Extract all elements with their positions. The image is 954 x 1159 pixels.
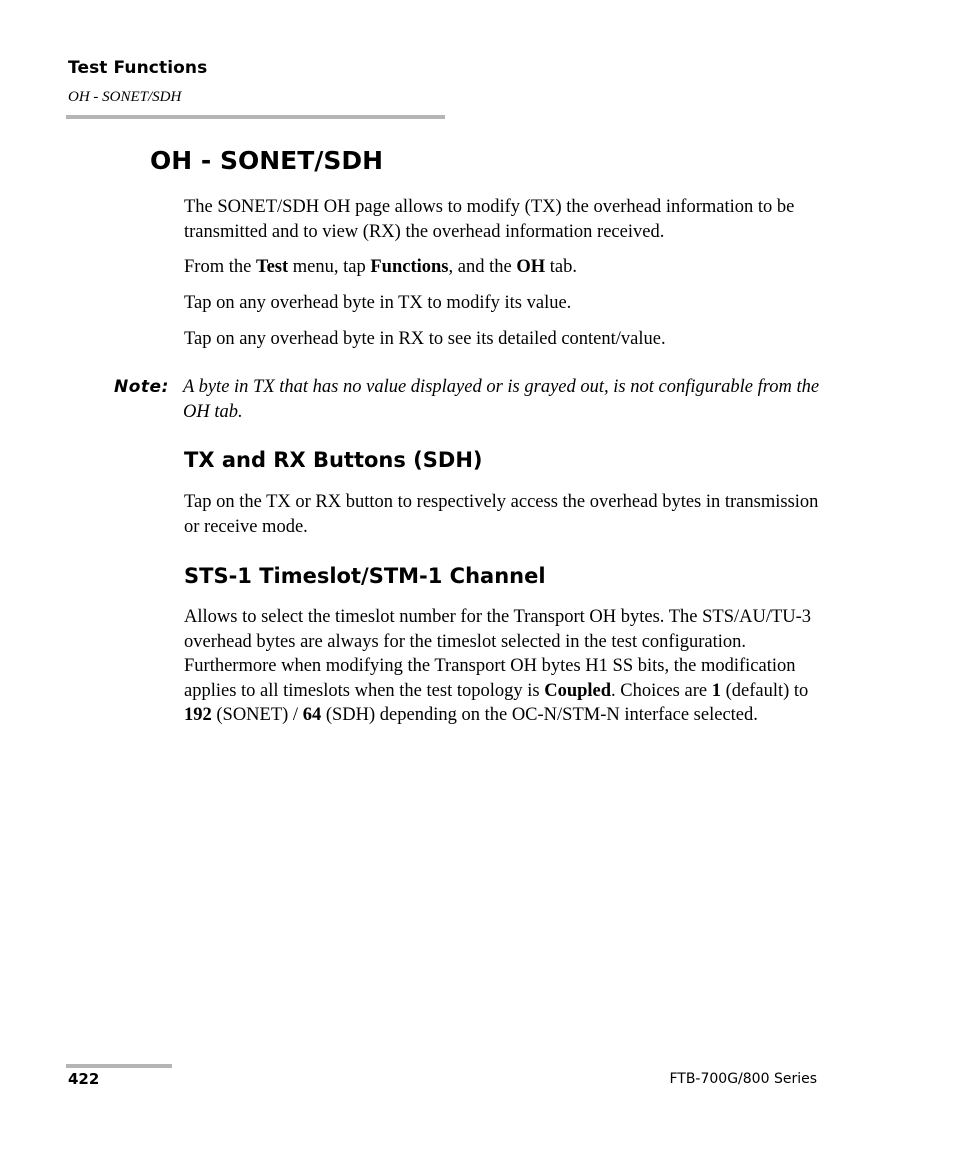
running-header bbox=[68, 58, 208, 105]
section-heading-timeslot: STS-1 Timeslot/STM-1 Channel bbox=[184, 564, 546, 588]
navigation-instructions bbox=[184, 255, 824, 280]
value-max-sdh: 64 bbox=[302, 705, 322, 725]
header-subsection: OH - SONET/SDH bbox=[68, 89, 182, 105]
text-span: tab. bbox=[545, 257, 577, 277]
text-span: . Choices are bbox=[611, 680, 712, 701]
text-span: From the bbox=[184, 257, 256, 277]
text-span: Allows to select the timeslot number for the Transport OH bytes. The STS/AU/TU-3 overhead bytes are always for the timeslot selected in the test configuration. Furthermore when modifying the Transport OH bytes H1 SS bits, the modification applies to all timeslots when the test topology is bbox=[184, 607, 812, 701]
text-span: (default) to bbox=[720, 680, 809, 701]
note-label: Note: bbox=[114, 377, 169, 397]
menu-item-functions: Functions bbox=[370, 257, 449, 277]
text-span: , and the bbox=[448, 257, 517, 277]
header-section-title: Test Functions bbox=[68, 58, 208, 78]
timeslot-description bbox=[184, 605, 824, 728]
footer-divider bbox=[66, 1064, 172, 1068]
tx-instruction: Tap on any overhead byte in TX to modify its value. bbox=[184, 293, 572, 313]
menu-name-test: Test bbox=[255, 257, 289, 277]
tab-name-oh: OH bbox=[516, 257, 546, 277]
note-text: A byte in TX that has no value displayed or is grayed out, is not configurable from the OH tab. bbox=[183, 377, 820, 422]
page-number: 422 bbox=[68, 1070, 100, 1088]
term-coupled: Coupled bbox=[544, 680, 612, 701]
section-heading-tx-rx: TX and RX Buttons (SDH) bbox=[184, 448, 483, 472]
value-min: 1 bbox=[711, 680, 721, 701]
product-series: FTB-700G/800 Series bbox=[669, 1071, 817, 1087]
intro-paragraph: The SONET/SDH OH page allows to modify (TX) the overhead information to be transmitted and to view (RX) the overhead information received. bbox=[184, 197, 795, 242]
header-divider bbox=[66, 115, 445, 119]
text-span: menu, tap bbox=[288, 257, 371, 277]
rx-instruction: Tap on any overhead byte in RX to see its detailed content/value. bbox=[184, 329, 666, 349]
text-span: (SDH) depending on the OC-N/STM-N interface selected. bbox=[321, 705, 758, 725]
value-max-sonet: 192 bbox=[184, 705, 212, 725]
page-title: OH - SONET/SDH bbox=[150, 146, 384, 175]
text-span: (SONET) / bbox=[211, 705, 303, 725]
tx-rx-description: Tap on the TX or RX button to respectively access the overhead bytes in transmission or receive mode. bbox=[184, 492, 819, 537]
